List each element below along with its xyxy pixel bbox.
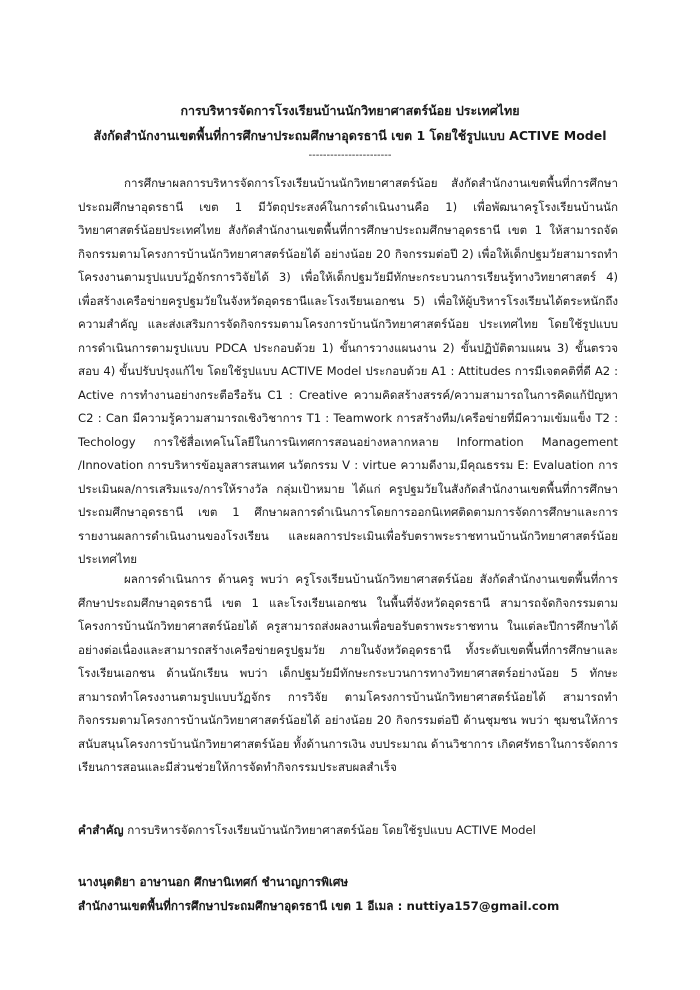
email-address: nuttiya157@gmail.com [406,899,560,913]
abstract-paragraph-2: ผลการดำเนินการ ด้านครู พบว่า ครูโรงเรียนบ้านนักวิทยาศาสตร์น้อย สังกัดสำนักงานเขตพื้นที่การศึกษาประถมศึกษาอุดรธานี เขต 1 และโรงเรียนเอกชน ในพื้นที่จังหวัดอุดรธานี สามารถจัดกิจกรรมตามโครงการบ้านนักวิทยาศาสตร์น้อยได้ ครูสามารถส่งผลงานเพื่อขอรับตราพระราชทาน ในแต่ละปีการศึกษาได้อย่างต่อเนื่องและสามารถสร้างเครือข่ายครูปฐมวัย ภายในจังหวัดอุดรธานี ทั้งระดับเขตพื้นที่การศึกษาและโรงเรียนเอกชน ด้านนักเรียน พบว่า เด็กปฐมวัยมีทักษะกระบวนการทางวิทยาศาสตร์อย่างน้อย 5 ทักษะ สามารถทำโครงงานตามรูปแบบวัฏจักร การวิจัย ตามโครงการบ้านนักวิทยาศาสตร์น้อยได้ สามารถทำกิจกรรมตามโครงการบ้านนักวิทยาศาสตร์น้อยได้ อย่างน้อย 20 กิจกรรมต่อปี ด้านชุมชน พบว่า ชุมชนให้การสนับสนุนโครงการบ้านนักวิทยาศาสตร์น้อย ทั้งด้านการเงิน งบประมาณ ด้านวิชาการ เกิดศรัทธาในการจัดการเรียนการสอนและมีส่วนช่วยให้การจัดทำกิจกรรมประสบผลสำเร็จ [78,572,618,774]
abstract-paragraph-1: การศึกษาผลการบริหารจัดการโรงเรียนบ้านนักวิทยาศาสตร์น้อย สังกัดสำนักงานเขตพื้นที่การศึกษาประถมศึกษาอุดรธานี เขต 1 มีวัตถุประสงค์ในการดำเนินงานคือ 1) เพื่อพัฒนาครูโรงเรียนบ้านนักวิทยาศาสตร์น้อยประเทศไทย สังกัดสำนักงานเขตพื้นที่การศึกษาประถมศึกษาอุดรธานี เขต 1 ให้สามารถจัดกิจกรรมตามโครงการบ้านนักวิทยาศาสตร์น้อยได้ อย่างน้อย 20 กิจกรรมต่อปี 2) เพื่อให้เด็กปฐมวัยสามารถทำโครงงานตามรูปแบบวัฏจักรการวิจัยได้ 3) เพื่อให้เด็กปฐมวัยมีทักษะกระบวนการเรียนรู้ทางวิทยาศาสตร์ 4) เพื่อสร้างเครือข่ายครูปฐมวัยในจังหวัดอุดรธานีและโรงเรียนเอกชน 5) เพื่อให้ผู้บริหารโรงเรียนได้ตระหนักถึงความสำคัญ และส่งเสริมการจัดกิจกรรมตามโครงการบ้านนักวิทยาศาสตร์น้อย ประเทศไทย โดยใช้รูปแบบการดำเนินการตามรูปแบบ PDCA ประกอบด้วย 1) ขั้นการวางแผนงาน 2) ขั้นปฏิบัติตามแผน 3) ขั้นตรวจสอบ 4) ขั้นปรับปรุงแก้ไข โดยใช้รูปแบบ ACTIVE Model ประกอบด้วย A1 : Attitudes การมีเจตคติที่ดี A2 : Active การทำงานอย่างกระตือรือร้น C1 : Creative ความคิดสร้างสรรค์/ความสามารถในการคิดแก้ปัญหา C2 : Can มีความรู้ความสามารถเชิงวิชาการ T1 : Teamwork การสร้างทีม/เครือข่ายที่มีความเข้มแข็ง T2 : Techology การใช้สื่อเทคโนโลยีในการนิเทศการสอนอย่างหลากหลาย Information Management /Innovation การบริหารข้อมูลสารสนเทศ นวัตกรรม V : virtue ความดีงาม,มีคุณธรรม E: Evaluation การประเมินผล/การเสริมแรง/การให้รางวัล กลุ่มเป้าหมาย ได้แก่ ครูปฐมวัยในสังกัดสำนักงานเขตพื้นที่การศึกษาประถมศึกษาอุดรธานี เขต 1 ศึกษาผลการดำเนินการโดยการออกนิเทศติดตามการจัดการศึกษาและการรายงานผลการดำเนินงานของโรงเรียน และผลการประเมินเพื่อรับตราพระราชทานบ้านนักวิทยาศาสตร์น้อยประเทศไทย [78,176,618,566]
office-name: สำนักงานเขตพื้นที่การศึกษาประถมศึกษาอุดรธานี เขต 1 [78,899,364,913]
keywords [78,822,536,838]
title-line-2: สังกัดสำนักงานเขตพื้นที่การศึกษาประถมศึกษาอุดรธานี เขต 1 โดยใช้รูปแบบ ACTIVE Model [93,128,607,143]
author-affiliation [78,898,559,914]
title-line-1: การบริหารจัดการโรงเรียนบ้านนักวิทยาศาสตร์น้อย ประเทศไทย [180,103,520,118]
separator-line: ----------------------- [308,150,392,161]
email-label: อีเมล : [367,899,403,913]
author-name: นางนุตติยา อาษานอก ศึกษานิเทศก์ ชำนาญการพิเศษ [78,875,349,889]
keywords-text: การบริหารจัดการโรงเรียนบ้านนักวิทยาศาสตร์น้อย โดยใช้รูปแบบ ACTIVE Model [127,823,536,837]
keywords-label: คำสำคัญ [78,823,124,837]
